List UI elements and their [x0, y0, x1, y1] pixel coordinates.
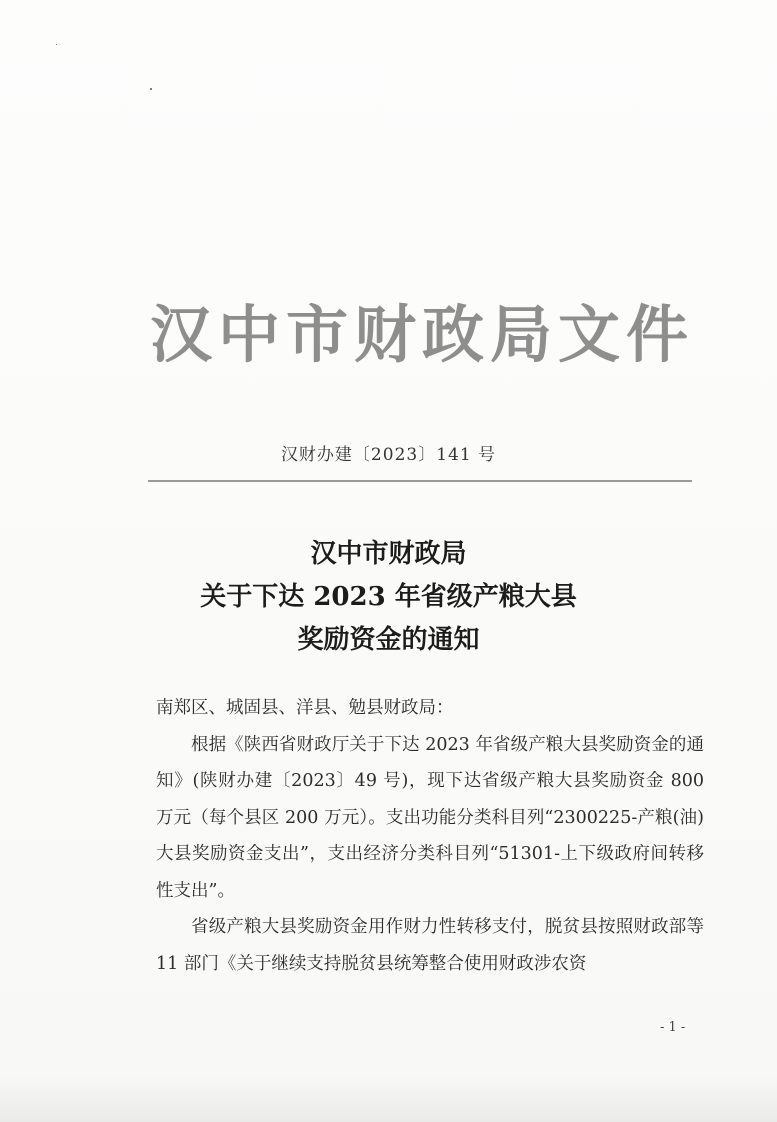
document-title	[0, 533, 777, 662]
body-paragraph: 省级产粮大县奖励资金用作财力性转移支付，脱贫县按照财政部等 11 部门《关于继续支持脱贫县统筹整合使用财政涉农资	[156, 917, 704, 974]
document-body	[156, 690, 704, 982]
scan-speck	[56, 44, 57, 45]
document-header-title: 汉中市财政局文件	[150, 298, 695, 371]
scan-shadow	[0, 1075, 777, 1122]
document-number: 汉财办建〔2023〕141 号	[280, 445, 497, 465]
body-paragraph: 根据《陕西省财政厅关于下达 2023 年省级产粮大县奖励资金的通知》(陕财办建〔2023〕49 号)，现下达省级产粮大县奖励资金 800 万元（每个县区 200 万元）。支出功能分类科目列“2300225-产粮(油)大县奖励资金支出”，支出经济分类科目列“51301-上下级政府间转移性支出”。	[156, 734, 704, 901]
scan-speck	[150, 88, 152, 90]
addressee: 南郑区、城固县、洋县、勉县财政局：	[156, 698, 454, 718]
title-line: 奖励资金的通知	[297, 625, 480, 655]
title-line: 关于下达 2023 年省级产粮大县	[200, 582, 577, 612]
title-line: 汉中市财政局	[310, 539, 467, 569]
header-divider	[148, 480, 692, 482]
page-number: - 1 -	[660, 1020, 686, 1035]
